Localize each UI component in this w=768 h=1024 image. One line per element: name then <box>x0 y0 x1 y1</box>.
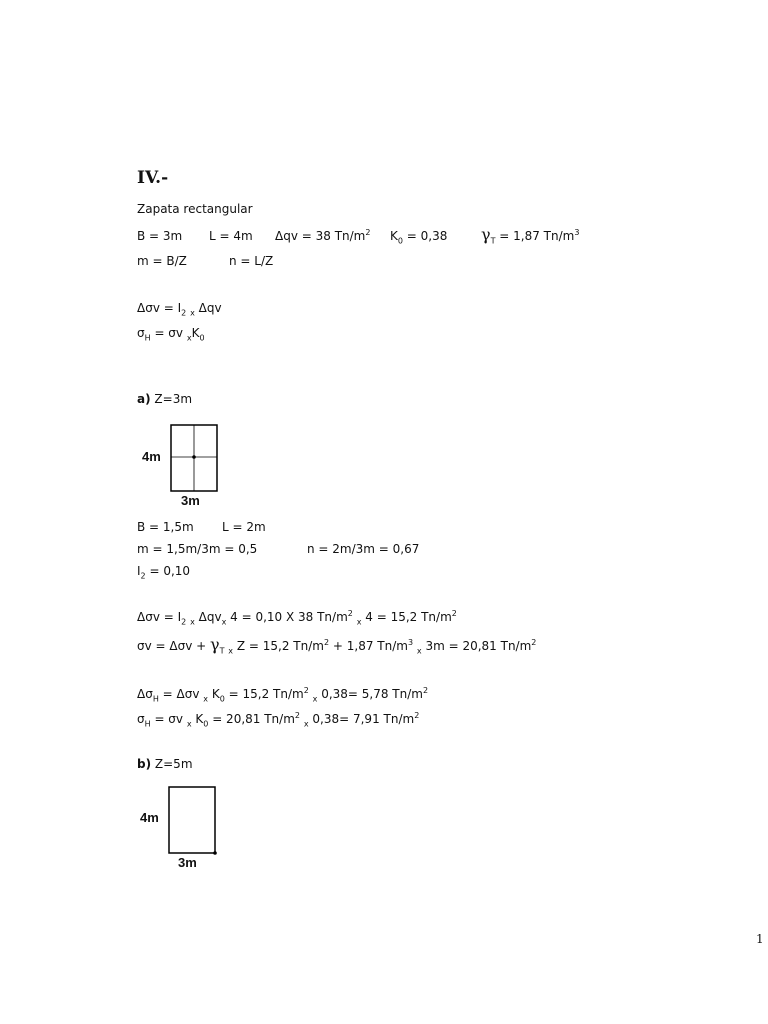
section-heading: IV.- <box>137 168 169 188</box>
param-gamma: $\gamma_T = 1,87$ $Tn/m^3$ <box>481 225 580 246</box>
param-k0: $K_0 = 0,38$ <box>390 229 448 246</box>
m-definition: m = B/Z <box>137 254 187 268</box>
footing-diagram-a <box>170 424 218 492</box>
footing-a-height-label: 4m <box>142 449 161 464</box>
part-a-delta-sigma-v: $\Delta\sigma v = I_2$ $_x$ Δqv$_x$ 4 = 0,10 X 38 $Tn/m^2$ $_x$ 4 = 15,2 $Tn/m^2$ <box>137 609 457 627</box>
part-a-i2: $I_2 = 0,10$ <box>137 564 191 581</box>
part-a-m: m = 1,5m/3m = 0,5 <box>137 542 258 556</box>
load-point-center <box>192 455 196 459</box>
page-number: 1 <box>756 932 764 946</box>
subtitle: Zapata rectangular <box>137 202 253 216</box>
formula-sigma-h: $\sigma_H = \sigma v$ $_xK_0$ <box>137 326 205 343</box>
param-dq: Δqv = 38 $Tn/m^2$ <box>275 228 371 243</box>
n-definition: n = L/Z <box>229 254 274 268</box>
part-a-l: L = 2m <box>222 520 266 534</box>
part-a-sigma-h: $\sigma_H = \sigma v$ $_x$ $K_0 = 20,81$ $Tn/m^2$ $_x$ 0,38= 7,91 $Tn/m^2$ <box>137 711 420 729</box>
param-b: B = 3m <box>137 229 183 243</box>
part-a-b: B = 1,5m <box>137 520 194 534</box>
part-a-heading: a) Z=3m <box>137 392 193 406</box>
load-point-corner <box>213 851 217 855</box>
footing-rect-b <box>169 787 215 853</box>
part-b-heading: b) Z=5m <box>137 757 193 771</box>
footing-b-height-label: 4m <box>140 810 159 825</box>
footing-a-width-label: 3m <box>181 493 200 508</box>
param-l: L = 4m <box>209 229 253 243</box>
part-a-sigma-v: $\sigma v = \Delta\sigma v + \gamma_T$ $_x$ Z = 15,2 $Tn/m^2 + 1,87$ $Tn/m^3$ $_x$ 3m = 20,81 $Tn/m^2$ <box>137 635 537 656</box>
footing-diagram-b <box>168 786 218 856</box>
part-a-delta-sigma-h: $\Delta\sigma_H = \Delta\sigma v$ $_x$ $K_0 = 15,2$ $Tn/m^2$ $_x$ 0,38= 5,78 $Tn/m^2$ <box>137 686 429 704</box>
formula-delta-sigma-v: $\Delta\sigma v = I_2$ $_x$ Δqv <box>137 301 222 318</box>
part-a-n: n = 2m/3m = 0,67 <box>307 542 420 556</box>
footing-b-width-label: 3m <box>178 855 197 870</box>
